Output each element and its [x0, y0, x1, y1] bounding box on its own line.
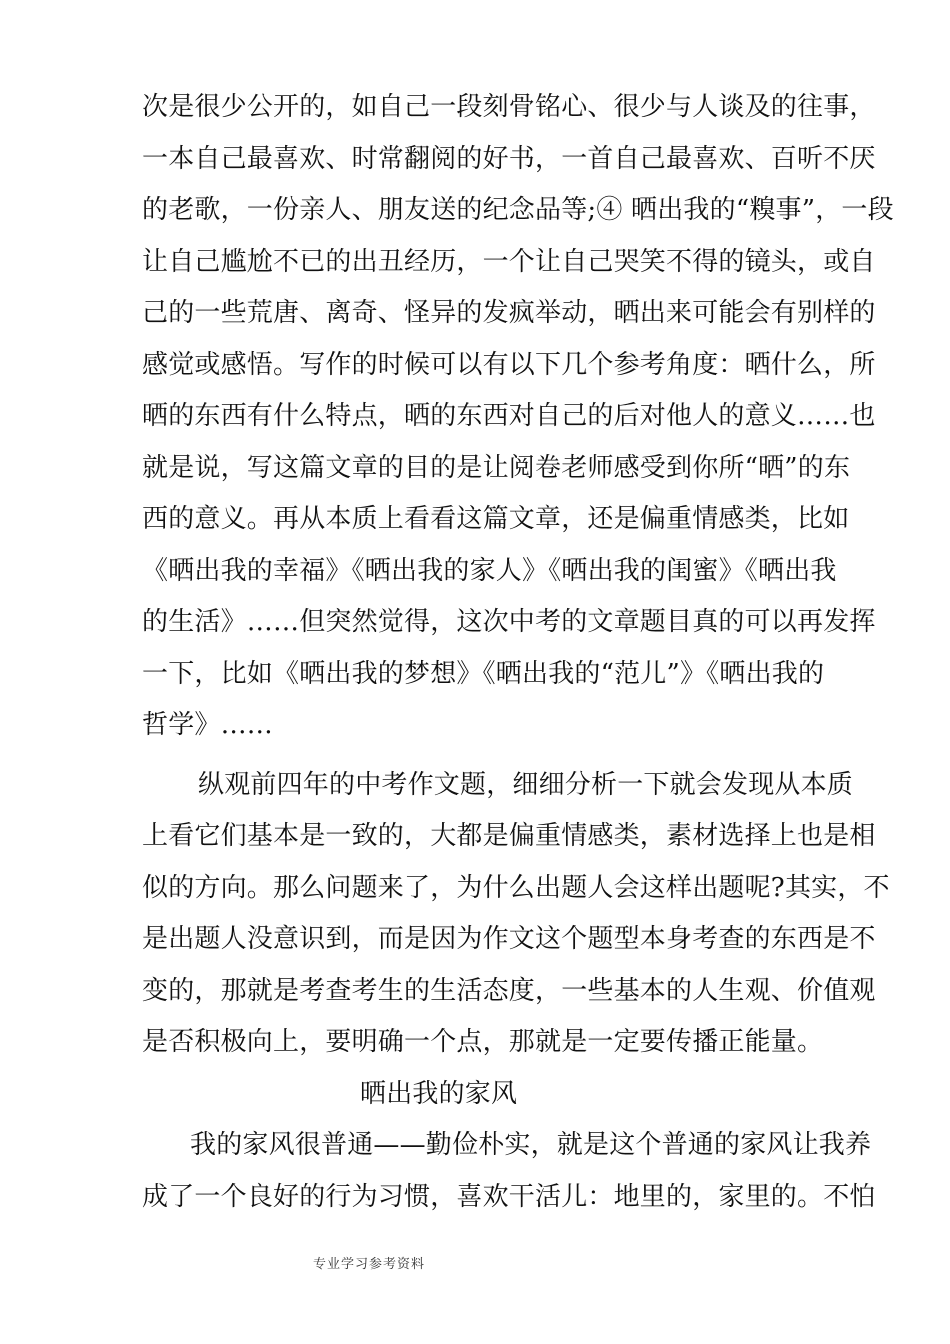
text-line: 哲学》…… [142, 710, 274, 740]
text-line: 是否积极向上，要明确一个点，那就是一定要传播正能量。 [142, 1027, 824, 1057]
text-line: 次是很少公开的，如自己一段刻骨铭心、很少与人谈及的往事， [142, 92, 876, 122]
text-line: 西的意义。再从本质上看看这篇文章，还是偏重情感类，比如 [142, 504, 850, 534]
text-line: 感觉或感悟。写作的时候可以有以下几个参考角度：晒什么，所 [142, 349, 876, 380]
text-line: 变的，那就是考查考生的生活态度，一些基本的人生观、价值观 [142, 975, 876, 1006]
text-line: 的生活》……但突然觉得，这次中考的文章题目真的可以再发挥 [142, 607, 876, 637]
paragraph-shai-examples [142, 82, 894, 752]
text-line: 就是说，写这篇文章的目的是让阅卷老师感受到你所“晒”的东 [142, 452, 851, 483]
text-line: 晒的东西有什么特点，晒的东西对自己的后对他人的意义……也 [142, 401, 876, 431]
text-line: 纵观前四年的中考作文题，细细分析一下就会发现从本质 [198, 769, 854, 800]
paragraph-gap [142, 752, 862, 760]
paragraph-essay-start [142, 1120, 876, 1223]
text-line: 上看它们基本是一致的，大都是偏重情感类，素材选择上也是相 [142, 821, 876, 851]
paragraph-analysis [142, 760, 890, 1069]
text-line: 似的方向。那么问题来了，为什么出题人会这样出题呢?其实，不 [142, 872, 890, 903]
text-line: 一本自己最喜欢、时常翻阅的好书，一首自己最喜欢、百听不厌 [142, 143, 876, 174]
essay-title: 晒出我的家风 [360, 1078, 518, 1109]
document-body [142, 82, 894, 1223]
text-line: 己的一些荒唐、离奇、怪异的发疯举动，晒出来可能会有别样的 [142, 298, 876, 328]
text-line: 一下，比如《晒出我的梦想》《晒出我的“范儿”》《晒出我的 [142, 658, 825, 689]
text-line: 成了一个良好的行为习惯，喜欢干活儿：地里的，家里的。不怕 [142, 1181, 876, 1212]
page-footer: 专业学习参考资料 [313, 1257, 426, 1272]
text-line: 是出题人没意识到，而是因为作文这个题型本身考查的东西是不 [142, 924, 876, 954]
text-line: 《晒出我的幸福》《晒出我的家人》《晒出我的闺蜜》《晒出我 [142, 555, 837, 586]
text-line: 的老歌，一份亲人、朋友送的纪念品等;④ 晒出我的“糗事”，一段 [142, 195, 894, 225]
text-line: 让自己尴尬不已的出丑经历，一个让自己哭笑不得的镜头，或自 [142, 246, 876, 277]
text-line: 我的家风很普通——勤俭朴实，就是这个普通的家风让我养 [190, 1130, 872, 1160]
